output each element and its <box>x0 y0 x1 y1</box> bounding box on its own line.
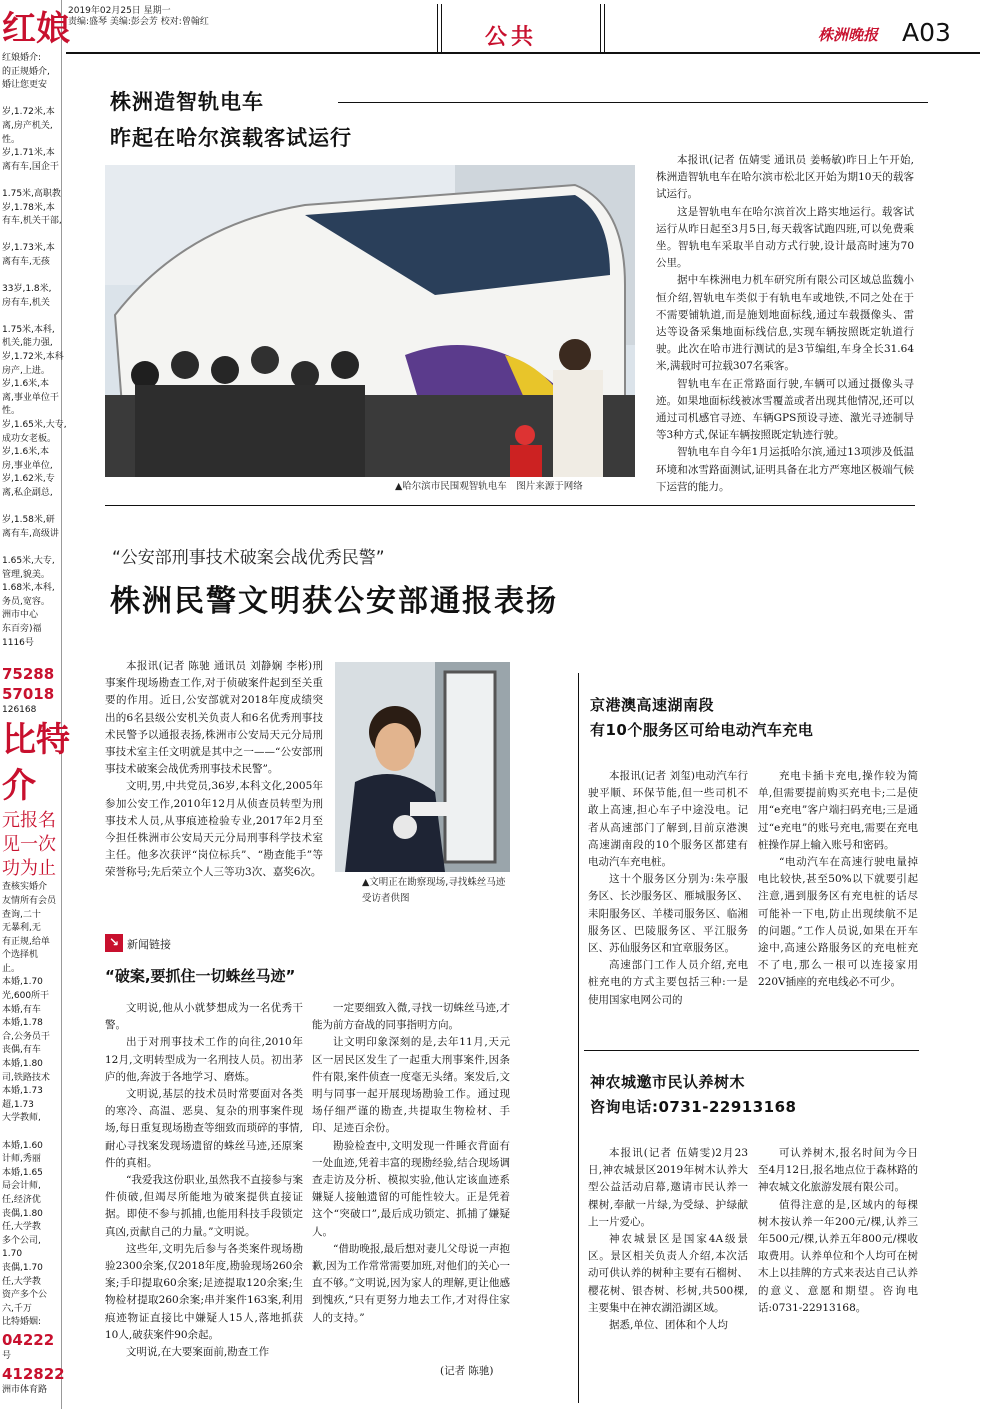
article1-headline-2: 昨起在哈尔滨载客试运行 <box>110 126 352 150</box>
article2-headline: 株洲民警文明获公安部通报表扬 <box>110 584 558 619</box>
article3-headline-1: 京港澳高速湖南段 <box>590 696 715 714</box>
article1-paragraph: 智轨电车自今年1月运抵哈尔滨,通过13项涉及低温环境和冰雪路面测试,证明具备在北方严寒地区极端气候下运营的能力。 <box>656 446 914 493</box>
article2-paragraph: 本报讯(记者 陈驰 通讯员 刘静娴 李彬)刑事案件现场勘查工作,对于侦破案件起到至关重要的作用。近日,公安部就对2018年度成绩突出的6名县级公安机关负责人和6名优秀刑事技术民警予以通报表扬,株洲市公安局天元分局刑事技术室主任文明就是其中之一——“公安部刑事技术破案会战优秀刑事技术民警”。 <box>105 660 323 776</box>
article2-col2-paragraph: 一定要细致入微,寻找一切蛛丝马迹,才能为前方奋战的同事指明方向。 <box>312 1002 510 1032</box>
ad-strip-line: 介 <box>2 766 36 807</box>
ad-strip-line: 司,铁路技术 <box>2 1072 50 1083</box>
ad-strip-line: 1116号 <box>2 637 34 648</box>
ad-strip-line: 婚让您更安 <box>2 80 48 91</box>
ad-strip-line: 1.68米,本科, <box>2 583 55 594</box>
ad-strip-line: 元报名 <box>2 810 56 832</box>
section-title: 公共 <box>485 25 538 50</box>
ad-strip-line: 04222 <box>2 1330 55 1349</box>
police-photo-illustration <box>335 662 510 872</box>
ad-strip-line: 57018 <box>2 684 55 703</box>
article3-col1-paragraph: 这十个服务区分别为:朱亭服务区、长沙服务区、雁城服务区、耒阳服务区、羊楼司服务区、临湘服务区、巴陵服务区、平江服务区、苏仙服务区和宜章服务区。 <box>588 873 748 955</box>
article2-col2 <box>312 1000 510 1327</box>
ad-strip-line: 本婚,1.73 <box>2 1086 43 1097</box>
article2-col1-paragraph: “我爱我这份职业,虽然我不直接参与案件侦破,但竭尽所能地为破案提供直接证据。即使不参与抓捕,也能用科技手段锁定真凶,贡献自己的力量。”文明说。 <box>105 1174 303 1238</box>
ad-strip-line: 东百旁)福 <box>2 623 42 634</box>
header-divider-right <box>600 4 601 54</box>
article4-col2-paragraph: 可认养树木,报名时间为今日至4月12日,报名地点位于森林路的神农城文化旅游发展有限公司。 <box>758 1147 918 1194</box>
ad-strip-line: 比特 <box>2 720 70 761</box>
ad-strip-line: 1.75米,本科, <box>2 324 55 335</box>
ad-strip-line: 岁,1.58米,研 <box>2 515 55 526</box>
ad-strip-line: 任,大学教 <box>2 1276 41 1287</box>
article2-paragraph: 文明,男,中共党员,36岁,本科文化,2005年参加公安工作,2010年12月从侦查员转型为刑事技术人员,从事痕迹检验专业,2017年2月至今担任株洲市公安局天元分局刑事科学技术室主任。他多次获评“岗位标兵”、“勘查能手”等荣誉称号;先后荣立个人三等功3次、嘉奖6次。 <box>105 780 323 879</box>
article4-col1-paragraph: 据悉,单位、团体和个人均 <box>609 1319 728 1332</box>
tram-photo-illustration <box>105 165 635 477</box>
ad-strip-line: 功为止 <box>2 858 56 880</box>
ad-strip-line: 的正规婚介, <box>2 66 50 77</box>
ad-strip-line <box>2 93 62 107</box>
ad-strip-line: 查核实婚介 <box>2 882 48 893</box>
article4-col2-paragraph: 值得注意的是,区域内的每棵树木按认养一年200元/棵,认养三年500元/棵,认养五年800元/棵收取费用。认养单位和个人均可在树木上以挂牌的方式来表达自己认养的意义、意愿和期望。咨询电话:0731-22913168。 <box>758 1198 918 1314</box>
article1-headline-rule <box>338 102 928 103</box>
article3-col1-paragraph: 本报讯(记者 刘玺)电动汽车行驶平顺、环保节能,但一些司机不敢上高速,担心车子中途没电。记者从高速部门了解到,目前京港澳高速湖南段的10个服务区都建有电动汽车充电桩。 <box>588 770 748 869</box>
ad-strip-line: 查询,二十 <box>2 909 41 920</box>
ad-strip-line: 岁,1.72米,本科 <box>2 352 64 363</box>
ad-strip-line: 离有车,国企干 <box>2 161 59 172</box>
ad-strip-line: 务员,宽容。 <box>2 596 50 607</box>
ad-strip-line: 光,600所干 <box>2 991 50 1002</box>
article4-col1-paragraph: 神农城景区是国家4A级景区。景区相关负责人介绍,本次活动可供认养的树种主要有石榴树、樱花树、银杏树、杉树,共500棵,主要集中在神农湖沿湖区域。 <box>588 1233 748 1314</box>
header-divider-left <box>437 4 438 54</box>
article2-col1-paragraph: 这些年,文明先后参与各类案件现场勘验2300余案,仅2018年度,勘验现场260余案;手印提取60余案;足迹提取120余案;生物检材提取260余案;串并案件163案,利用痕迹物证直接比中嫌疑人15人,落地抓获10人,破获案件90余起。 <box>105 1242 303 1341</box>
ad-strip-line: 1.65米,大专, <box>2 555 55 566</box>
article3-col2 <box>758 768 918 992</box>
ad-strip-line: 本婚,1.80 <box>2 1059 43 1070</box>
ad-strip-line: 33岁,1.8米, <box>2 284 52 295</box>
ad-strip-line: 本婚,1.78 <box>2 1018 43 1029</box>
news-link-tag <box>105 934 205 952</box>
ad-strip-line <box>2 650 62 664</box>
ad-strip-line: 412822 <box>2 1364 65 1383</box>
article3-col2-paragraph: “电动汽车在高速行驶电量掉电比较快,甚至50%以下就要引起注意,遇到服务区有充电桩的话尽可能补一下电,防止出现续航不足的问题。”工作人员说,如果在开车途中,高速公路服务区的充电桩充不了电,那么一根可以连接家用220V插座的充电线必不可少。 <box>758 856 918 989</box>
ad-strip-line: 本婚,1.60 <box>2 1140 43 1151</box>
ad-strip-line: 房,事业单位, <box>2 460 53 471</box>
article4-headline-2: 咨询电话:0731-22913168 <box>590 1098 797 1116</box>
ad-strip-line: 房产,上进。 <box>2 365 50 376</box>
article1-paragraph: 智轨电车在正常路面行驶,车辆可以通过摄像头寻迹。如果地面标线被冰雪覆盖或者出现其他情况,还可以通过司机感官寻迹、车辆GPS预设寻迹、激光寻迹制导等3种方式,保证车辆按照既定轨迹行驶。 <box>656 377 914 442</box>
ad-strip-line: 岁,1.65米,大专, <box>2 420 67 431</box>
ad-strip-line: 见一次 <box>2 834 56 856</box>
ad-strip-line: 1.70 <box>2 1249 23 1260</box>
article4-col1-paragraph: 本报讯(记者 伍婧雯)2月23日,神农城景区2019年树木认养大型公益活动启幕,邀请市民认养一棵树,奉献一片绿,为受绿、护绿献上一片爱心。 <box>588 1147 748 1228</box>
ad-strip-line: 超,1.73 <box>2 1099 34 1110</box>
ad-strip-line: 友情所有会员 <box>2 895 57 906</box>
article2-col2-paragraph: 让文明印象深刻的是,去年11月,天元区一居民区发生了一起重大刑事案件,因条件有限,案件侦查一度毫无头绪。案发后,文明与同事一起开展现场勘验工作。通过现场仔细严谨的勘查,共提取生物检材、手印、足迹百余份。 <box>312 1036 510 1135</box>
header-divider-left-2 <box>441 4 442 54</box>
ad-strip-line: 75288 <box>2 664 55 683</box>
ad-strip-line: 岁,1.6米,本 <box>2 447 50 458</box>
article1-paragraph: 这是智轨电车在哈尔滨首次上路实地运行。载客试运行从昨日起至3月5日,每天载客试跑四班,可以免费乘坐。智轨电车采取半自动方式行驶,设计最高时速为70公里。 <box>656 205 914 270</box>
article2-subheadline: “破案,要抓住一切蛛丝马迹” <box>105 967 296 985</box>
ad-strip-line: 资产多个公 <box>2 1290 48 1301</box>
ad-strip-line: 离,私企副总, <box>2 488 53 498</box>
ad-strip-line: 计师,秀丽 <box>2 1154 41 1165</box>
article3-col2-paragraph: 充电卡插卡充电,操作较为简单,但需要提前购买充电卡;二是使用“e充电”客户端扫码充电;三是通过“e充电”的账号充电,需要在充电桩操作屏上输入账号和密码。 <box>758 770 918 851</box>
left-ad-strip <box>0 0 70 1409</box>
ad-strip-line: 本婚,有车 <box>2 1004 41 1015</box>
ad-strip-line: 成功女老板。 <box>2 433 57 444</box>
paper-name-logo: 株洲晚报 <box>818 26 879 44</box>
article4-col2 <box>758 1145 918 1317</box>
article2-photo-caption: ▲文明正在勘察现场,寻找蛛丝马迹 受访者供图 <box>362 877 515 904</box>
article2-col2-paragraph: 勘验检查中,文明发现一件睡衣背面有一处血迹,凭着丰富的现勘经验,结合现场调查走访及分析、模拟实验,他认定该血迹系嫌疑人接触遗留的可能性较大。正是凭着这个“突破口”,最后成功锁定、抓捕了嫌疑人。 <box>312 1139 510 1238</box>
article2-byline: (记者 陈驰) <box>440 1365 494 1377</box>
ad-strip-line: 洲市体育路 <box>2 1384 48 1395</box>
ad-strip-line <box>2 174 62 188</box>
ad-strip-line: 红娘 <box>2 9 70 49</box>
ad-strip-line: 本婚,1.70 <box>2 977 43 988</box>
article3-headline-2: 有10个服务区可给电动汽车充电 <box>590 721 814 739</box>
ad-strip-line: 丧偶,有车 <box>2 1045 41 1056</box>
ad-strip-line: 无暴利,无 <box>2 923 41 934</box>
ad-strip-line: 离,事业单位干 <box>2 392 59 403</box>
ad-strip-line: 洲市中心 <box>2 610 39 621</box>
article3-col1 <box>588 768 748 1009</box>
ad-strip-line: 离有车,高级讲 <box>2 528 59 539</box>
ad-strip-line <box>2 270 62 284</box>
editors-line: 责编:盛琴 美编:彭会芳 校对:曾翰红 <box>68 17 209 27</box>
ad-strip-line: 性。 <box>2 406 21 417</box>
article1-paragraph: 据中车株洲电力机车研究所有限公司区域总监魏小恒介绍,智轨电车类似于有轨电车或地铁,不同之处在于不需要铺轨道,而是施划地面标线,通过车载摄像头、雷达等设备采集地面标线信息,实现车辆按照既定轨道行驶。此次在哈市进行测试的是3节编组,车身全长31.64米,满载时可拉载307名乘客。 <box>656 274 914 373</box>
ad-strip-line: 岁,1.73米,本 <box>2 243 55 254</box>
ad-strip-line: 岁,1.71米,本 <box>2 148 55 159</box>
ad-strip-line: 号 <box>2 1350 12 1361</box>
article1-headline-1: 株洲造智轨电车 <box>110 90 264 114</box>
ad-strip-line: 任,经济优 <box>2 1194 41 1205</box>
article4-headline-1: 神农城邀市民认养树木 <box>590 1073 746 1091</box>
ad-strip-line: 多个公司, <box>2 1235 41 1246</box>
ad-strip-line: 比特婚姻: <box>2 1317 42 1328</box>
ad-strip-line: 机关,能力强, <box>2 338 53 349</box>
page-number: A03 <box>902 18 951 47</box>
ad-strip-line: 丧偶,1.80 <box>2 1208 43 1219</box>
ad-strip-line: 离,房产机关, <box>2 120 53 131</box>
article2-body <box>105 658 323 882</box>
article2-col1 <box>105 1000 303 1361</box>
ad-strip-line: 红娘婚介: <box>2 53 42 63</box>
article1-photo-caption: ▲哈尔滨市民围观智轨电车 图片来源于网络 <box>395 481 583 492</box>
ad-strip-line: 大学教师, <box>2 1113 41 1124</box>
ad-strip-line: 房有车,机关 <box>2 297 50 308</box>
ad-strip-line: 止。 <box>2 963 21 974</box>
ad-strip-line <box>2 541 62 555</box>
ad-strip-line: 个选择机 <box>2 950 39 961</box>
ad-strip-line <box>2 229 62 243</box>
article2-col1-paragraph: 文明说,他从小就梦想成为一名优秀干警。 <box>105 1002 303 1032</box>
ad-strip-line: 任,大学教 <box>2 1222 41 1233</box>
ad-strip-line: 六,千万 <box>2 1303 32 1314</box>
article2-col1-paragraph: 文明说,在大要案面前,勘查工作 <box>126 1346 270 1359</box>
article2-photo <box>335 662 510 872</box>
ad-strip-line <box>2 501 62 515</box>
article3-col1-paragraph: 高速部门工作人员介绍,充电桩充电的方式主要包括三种:一是使用国家电网公司的 <box>588 959 748 1006</box>
article1-paragraph: 本报讯(记者 伍婧雯 通讯员 姜畅敏)昨日上午开始,株洲造智轨电车在哈尔滨市松北区开始为期10天的载客试运行。 <box>656 154 914 201</box>
article1-photo <box>105 165 635 477</box>
ad-strip-line: 有正规,给单 <box>2 936 50 947</box>
news-link-arrow-icon: ↘ <box>109 935 120 949</box>
vertical-column-rule <box>578 673 579 1403</box>
header-divider-right-2 <box>604 4 605 54</box>
ad-strip-text <box>2 6 70 1397</box>
article2-kicker: “公安部刑事技术破案会战优秀民警” <box>112 548 385 568</box>
ad-strip-line: 1.75米,高职教 <box>2 188 61 199</box>
ad-strip-line: 岁,1.72米,本 <box>2 107 55 118</box>
ad-strip-line: 离有车,无孩 <box>2 256 50 267</box>
ad-strip-line <box>2 1126 62 1140</box>
article2-col1-paragraph: 出于对刑事技术工作的向往,2010年12月,文明转型成为一名刑技人员。初出茅庐的他,奔波于各地学习、磨炼。 <box>105 1036 303 1083</box>
ad-strip-line: 岁,1.6米,本 <box>2 379 50 390</box>
ad-strip-line: 局会计师, <box>2 1181 41 1192</box>
ad-strip-line: 合,公务员干 <box>2 1031 50 1042</box>
ad-strip-line: 性。 <box>2 134 21 145</box>
section-rule-1 <box>105 505 915 506</box>
ad-strip-line: 岁,1.78米,本 <box>2 202 55 213</box>
header-rule <box>66 52 980 54</box>
ad-strip-line: 126168 <box>2 704 37 715</box>
article1-body <box>656 152 914 496</box>
article2-col2-paragraph: “借助晚报,最后想对妻儿父母说一声抱歉,因为工作常常需要加班,对他们的关心一直不够。”文明说,因为家人的理解,更让他感到愧疚,“只有更努力地去工作,才对得住家人的支持。” <box>312 1242 510 1324</box>
news-link-label: 新闻链接 <box>127 938 171 951</box>
date-line: 2019年02月25日 星期一 <box>68 6 171 16</box>
section-rule-3 <box>584 1050 919 1051</box>
ad-strip-line: 丧偶,1.70 <box>2 1262 43 1273</box>
ad-strip-line: 本婚,1.65 <box>2 1167 43 1178</box>
article4-col1 <box>588 1145 748 1334</box>
ad-strip-line: 管理,貌美。 <box>2 569 50 580</box>
ad-strip-line: 有车,机关干部, <box>2 216 62 227</box>
ad-strip-line: 岁,1.62米,专 <box>2 474 55 485</box>
ad-strip-line <box>2 310 62 324</box>
article2-col1-paragraph: 文明说,基层的技术员时常要面对各类的寒冷、高温、恶臭、复杂的刑事案件现场,每日重复现场勘查等细致而琐碎的事情,耐心寻找案发现场遗留的蛛丝马迹,还原案件的真相。 <box>105 1088 303 1169</box>
